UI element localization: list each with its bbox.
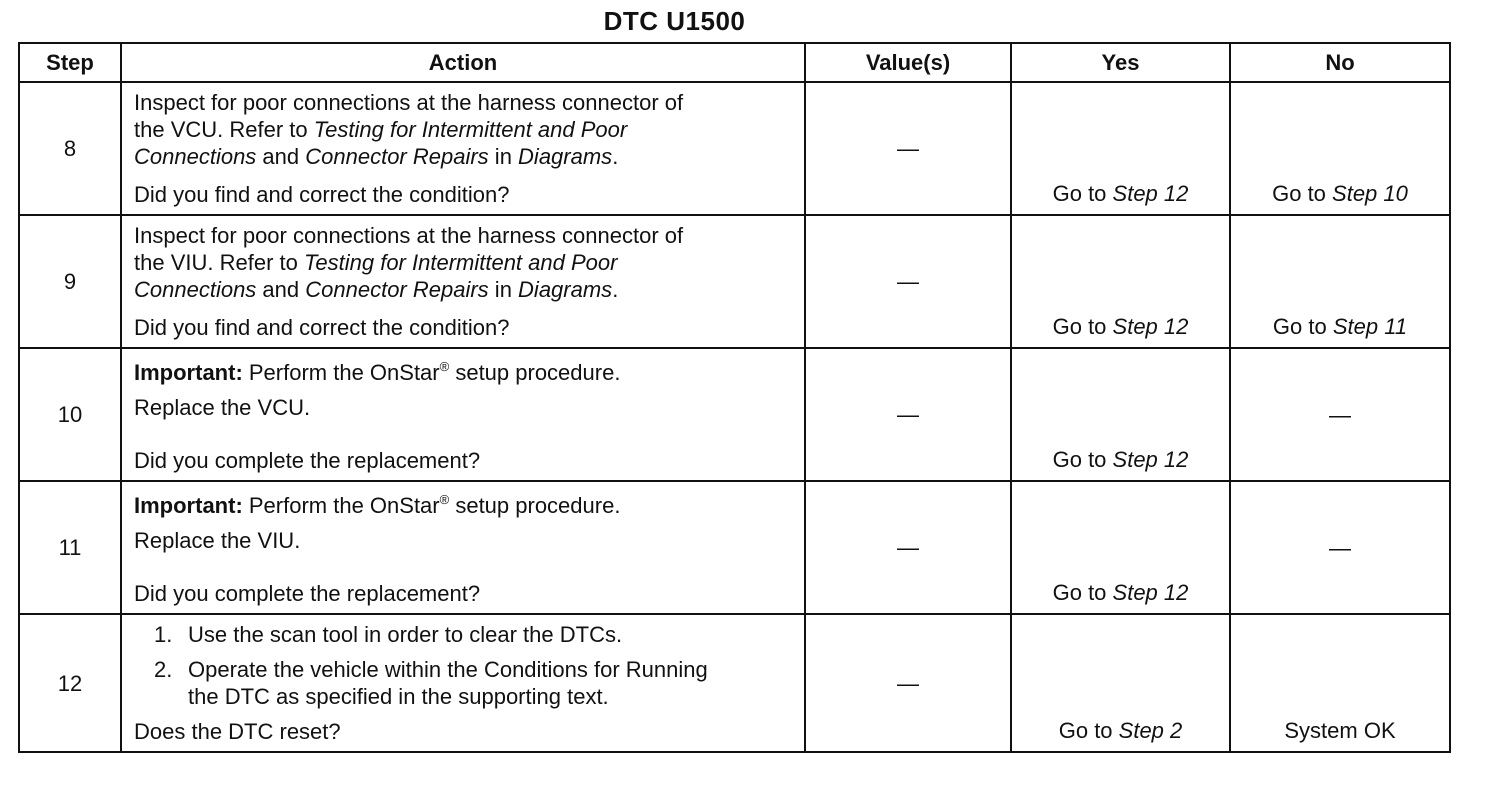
action-question: Did you complete the replacement? (134, 581, 481, 606)
no-cell (1230, 614, 1450, 752)
goto-prefix: Go to (1272, 314, 1333, 339)
table-row (19, 348, 1450, 481)
list-text: Use the scan tool in order to clear the DTCs. (188, 622, 623, 647)
goto-step-link: Step 2 (1118, 718, 1183, 743)
action-text-line: Inspect for poor connections at the harness connector of (134, 223, 684, 248)
table-row (19, 215, 1450, 348)
no-value: System OK (1284, 718, 1396, 743)
goto-step-link: Step 12 (1112, 314, 1189, 339)
registered-mark: ® (439, 359, 450, 374)
header-no: No (1230, 43, 1450, 82)
yes-cell (1011, 348, 1230, 481)
reference-link: Testing for Intermittent and Poor (313, 117, 628, 142)
header-yes: Yes (1011, 43, 1230, 82)
action-question: Did you find and correct the condition? (134, 182, 510, 207)
header-step: Step (19, 43, 121, 82)
reference-link: Connections (134, 144, 257, 169)
reference-link: Connector Repairs (305, 277, 489, 302)
header-action: Action (121, 43, 805, 82)
numbered-list (134, 621, 796, 710)
list-text: Operate the vehicle within the Conditions for Running (188, 657, 708, 682)
goto-prefix: Go to (1052, 181, 1113, 206)
reference-link: Connector Repairs (305, 144, 489, 169)
action-text: the VCU. Refer to (134, 117, 314, 142)
value-cell: — (805, 614, 1011, 752)
goto-step-link: Step 11 (1332, 314, 1408, 339)
action-cell (121, 614, 805, 752)
action-cell (121, 215, 805, 348)
diagnostic-table (18, 42, 1451, 753)
list-item (154, 621, 796, 648)
goto-step-link: Step 12 (1112, 580, 1189, 605)
no-value: — (1329, 402, 1351, 427)
action-text: . (612, 144, 619, 169)
action-text-line: Inspect for poor connections at the harness connector of (134, 90, 684, 115)
action-text: . (612, 277, 619, 302)
document-title: DTC U1500 (603, 6, 746, 36)
action-text: in (488, 277, 519, 302)
reference-link: Diagrams (518, 277, 613, 302)
yes-cell (1011, 481, 1230, 614)
important-label: Important: (134, 493, 243, 518)
yes-cell (1011, 614, 1230, 752)
no-cell (1230, 348, 1450, 481)
step-number: 11 (19, 481, 121, 614)
value-cell: — (805, 481, 1011, 614)
important-text: Perform the OnStar (242, 360, 440, 385)
no-cell (1230, 82, 1450, 215)
action-text: the VIU. Refer to (134, 250, 304, 275)
header-values: Value(s) (805, 43, 1011, 82)
table-row (19, 82, 1450, 215)
value-cell: — (805, 215, 1011, 348)
value-cell: — (805, 82, 1011, 215)
goto-step-link: Step 12 (1112, 181, 1189, 206)
no-value: — (1329, 535, 1351, 560)
goto-prefix: Go to (1052, 314, 1113, 339)
important-text: setup procedure. (449, 360, 621, 385)
action-cell (121, 82, 805, 215)
list-number: 2. (154, 657, 173, 682)
important-text: Perform the OnStar (242, 493, 440, 518)
action-text: and (256, 144, 306, 169)
important-label: Important: (134, 360, 243, 385)
action-cell (121, 481, 805, 614)
action-question: Does the DTC reset? (134, 719, 341, 744)
yes-cell (1011, 215, 1230, 348)
important-text: setup procedure. (449, 493, 621, 518)
list-text: the DTC as specified in the supporting text. (188, 684, 609, 709)
action-text: and (256, 277, 306, 302)
action-text: in (488, 144, 519, 169)
list-number: 1. (154, 622, 173, 647)
list-item (154, 656, 796, 710)
goto-prefix: Go to (1052, 580, 1113, 605)
header-row (19, 43, 1450, 82)
goto-prefix: Go to (1058, 718, 1119, 743)
step-number: 12 (19, 614, 121, 752)
value-cell: — (805, 348, 1011, 481)
yes-cell (1011, 82, 1230, 215)
action-instruction: Replace the VCU. (134, 395, 311, 420)
table-row (19, 481, 1450, 614)
action-question: Did you complete the replacement? (134, 448, 481, 473)
step-number: 10 (19, 348, 121, 481)
action-cell (121, 348, 805, 481)
action-question: Did you find and correct the condition? (134, 315, 510, 340)
table-row (19, 614, 1450, 752)
no-cell (1230, 481, 1450, 614)
no-cell (1230, 215, 1450, 348)
reference-link: Diagrams (518, 144, 613, 169)
goto-step-link: Step 12 (1112, 447, 1189, 472)
goto-prefix: Go to (1272, 181, 1333, 206)
goto-prefix: Go to (1052, 447, 1113, 472)
goto-step-link: Step 10 (1332, 181, 1408, 206)
registered-mark: ® (439, 492, 450, 507)
step-number: 8 (19, 82, 121, 215)
step-number: 9 (19, 215, 121, 348)
action-instruction: Replace the VIU. (134, 528, 301, 553)
reference-link: Connections (134, 277, 257, 302)
reference-link: Testing for Intermittent and Poor (303, 250, 618, 275)
